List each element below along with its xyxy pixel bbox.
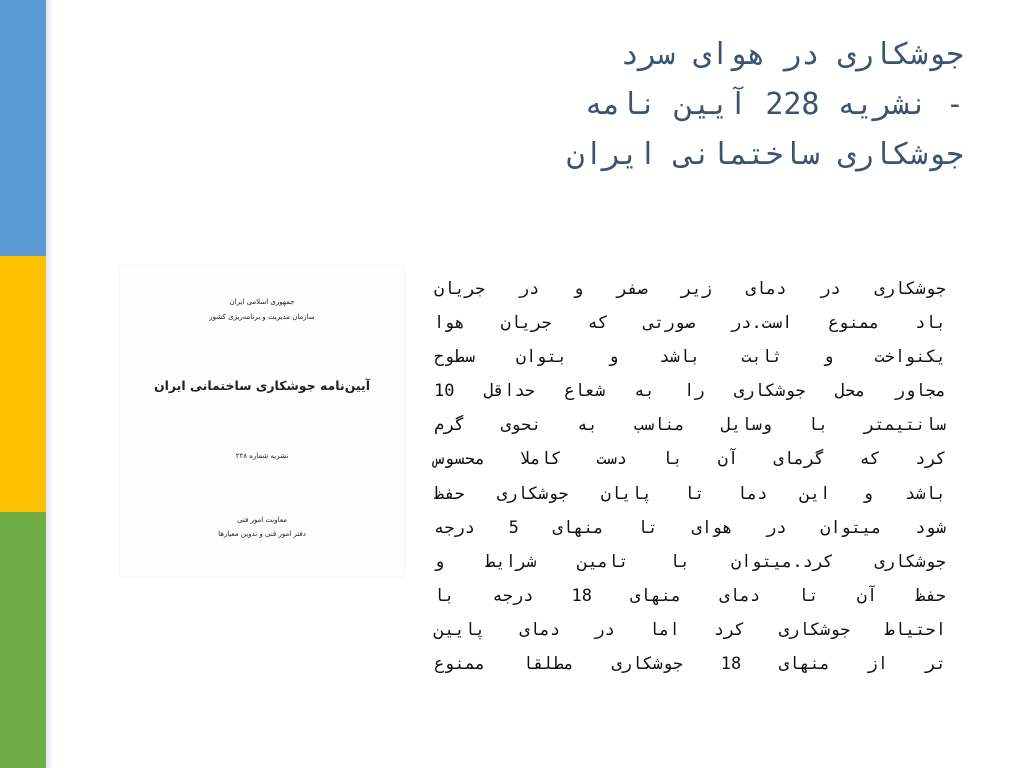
accent-stripe-blue [0, 0, 46, 256]
title-line: - نشریه 228 آیین نامه [584, 87, 964, 122]
cover-publication-number: نشریه شماره ۲۲۸ [235, 452, 289, 460]
body-line: یکنواخت و ثابت باشد و بتوان سطوح [434, 347, 946, 368]
body-line: شود میتوان در هوای تا منهای 5 درجه [434, 517, 946, 538]
body-line: باد ممنوع است.در صورتی که جریان هوا [434, 313, 946, 334]
cover-org-line: جمهوری اسلامی ایران [229, 298, 295, 306]
book-cover-image [120, 266, 404, 576]
slide-title [204, 30, 964, 180]
body-line: احتیاط جوشکاری کرد اما در دمای پایین [434, 619, 946, 640]
body-line: حفظ آن تا دمای منهای 18 درجه با [434, 585, 946, 606]
accent-stripe-green [0, 512, 46, 768]
body-line: مجاور محل جوشکاری را به شعاع حداقل 10 [434, 381, 946, 402]
body-line: باشد و این دما تا پایان جوشکاری حفظ [434, 483, 946, 504]
title-line: جوشکاری ساختمانی ایران [566, 137, 964, 172]
cover-title: آیین‌نامه جوشکاری ساختمانی ایران [153, 378, 371, 393]
accent-stripe-yellow [0, 256, 46, 512]
body-paragraph [434, 272, 946, 681]
cover-org-line: سازمان مدیریت و برنامه‌ریزی کشور [209, 313, 315, 321]
body-line: جوشکاری در دمای زیر صفر و در جریان [434, 279, 946, 299]
body-line: کرد که گرمای آن با دست کاملا محسوس [434, 449, 946, 470]
stripe-shadow [46, 0, 54, 768]
cover-dept-line: دفتر امور فنی و تدوین معیارها [218, 530, 306, 538]
cover-dept-line: معاونت امور فنی [237, 516, 287, 524]
body-line: تر از منهای 18 جوشکاری مطلقا ممنوع [434, 654, 946, 675]
body-line: جوشکاری کرد.میتوان با تامین شرایط و [434, 551, 946, 572]
title-line: جوشکاری در هوای سرد [620, 37, 964, 72]
body-line: سانتیمتر با وسایل مناسب به نحوی گرم [434, 415, 946, 436]
